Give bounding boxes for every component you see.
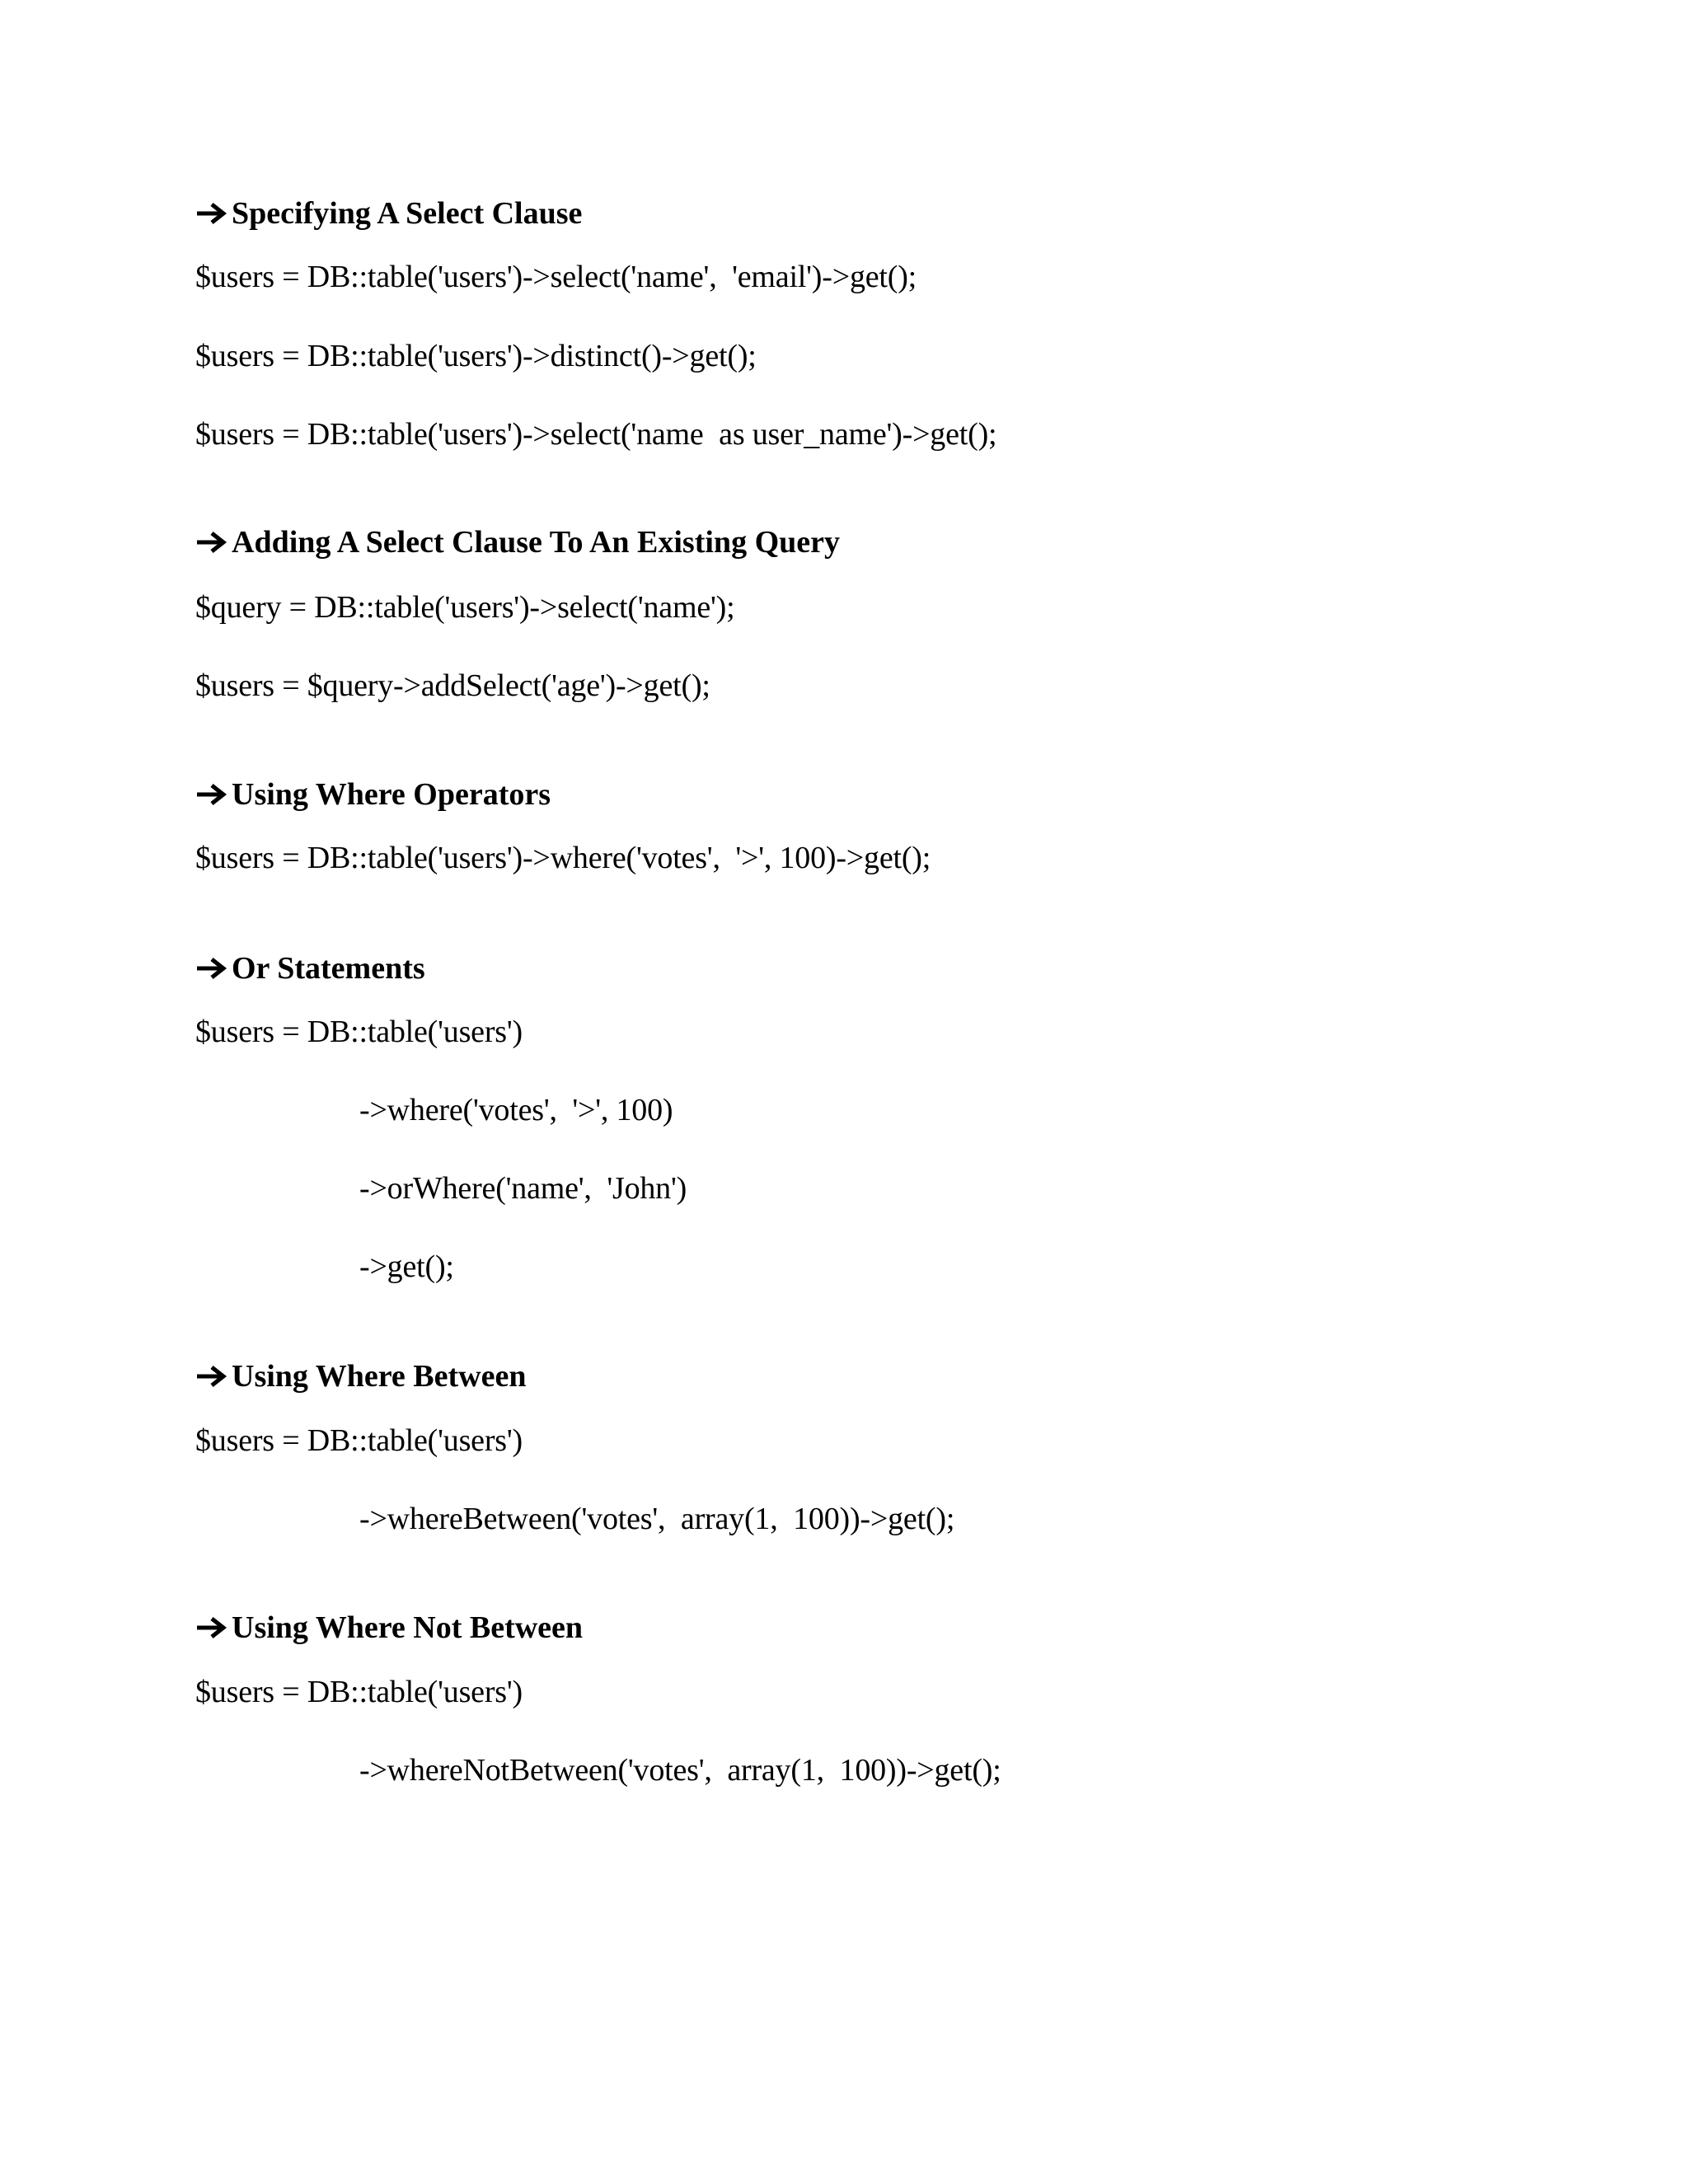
- code-line: $users = DB::table('users'): [195, 1423, 523, 1458]
- heading-text: Or Statements: [232, 951, 425, 986]
- code-line: ->orWhere('name', 'John'): [359, 1171, 687, 1206]
- code-line: $users = DB::table('users'): [195, 1015, 523, 1049]
- code-line: ->where('votes', '>', 100): [359, 1093, 673, 1127]
- section-heading: [195, 949, 425, 988]
- section-heading: [195, 775, 551, 814]
- section-heading: [195, 1608, 583, 1647]
- code-line: $users = $query->addSelect('age')->get();: [195, 668, 710, 703]
- heading-text: Adding A Select Clause To An Existing Query: [232, 525, 840, 560]
- section-heading: [195, 1357, 526, 1396]
- code-line: $users = DB::table('users')->where('votes', '>', 100)->get();: [195, 841, 931, 875]
- right-arrow-icon: [195, 1364, 230, 1389]
- section-heading: [195, 523, 840, 562]
- code-line: $users = DB::table('users')->select('name as user_name')->get();: [195, 417, 997, 452]
- right-arrow-icon: [195, 956, 230, 981]
- right-arrow-icon: [195, 530, 230, 555]
- code-line: ->get();: [359, 1249, 454, 1284]
- right-arrow-icon: [195, 782, 230, 807]
- code-line: ->whereNotBetween('votes', array(1, 100))->get();: [359, 1753, 1001, 1788]
- right-arrow-icon: [195, 1615, 230, 1640]
- code-line: $users = DB::table('users')->distinct()->get();: [195, 339, 757, 373]
- heading-text: Using Where Not Between: [232, 1610, 584, 1645]
- heading-text: Using Where Between: [232, 1359, 527, 1394]
- code-line: $query = DB::table('users')->select('name');: [195, 590, 735, 625]
- code-line: ->whereBetween('votes', array(1, 100))->get();: [359, 1502, 955, 1536]
- section-heading: [195, 194, 582, 233]
- code-line: $users = DB::table('users')->select('name', 'email')->get();: [195, 260, 917, 294]
- right-arrow-icon: [195, 201, 230, 226]
- code-line: $users = DB::table('users'): [195, 1675, 523, 1709]
- heading-text: Using Where Operators: [232, 777, 551, 812]
- heading-text: Specifying A Select Clause: [232, 196, 583, 231]
